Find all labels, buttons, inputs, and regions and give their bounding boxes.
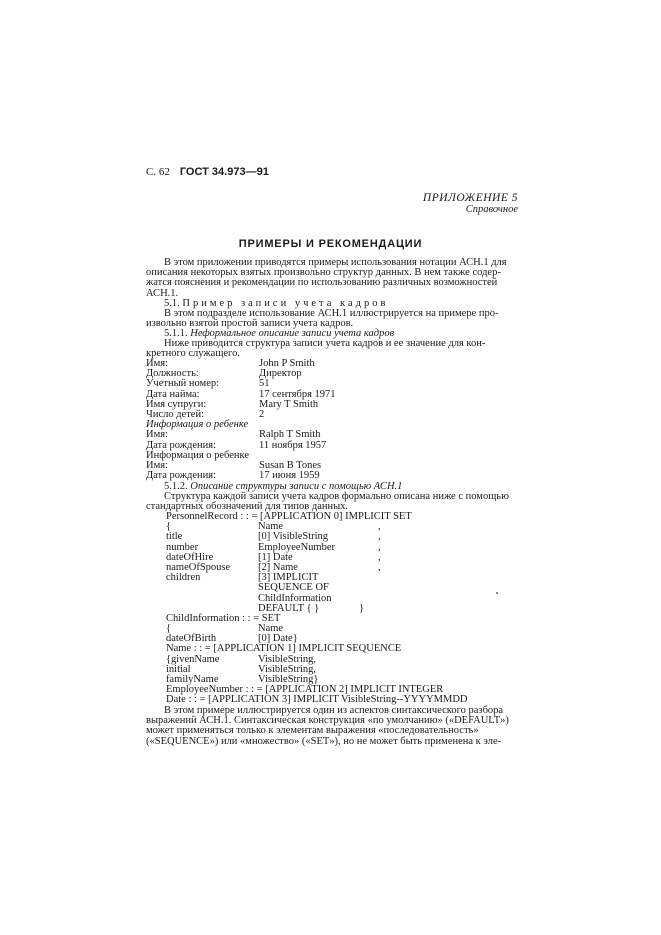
- text-line: («SEQUENCE») или «множество» («SET»), но не может быть применена к эле-: [146, 735, 502, 747]
- appendix-title: ПРИЛОЖЕНИЕ 5: [422, 192, 518, 204]
- text-line: кретного служащего.: [146, 348, 240, 360]
- text-line: В этом подразделе использование АСН.1 иллюстрируется на примере про-: [164, 308, 499, 320]
- outro-paragraph: [146, 706, 517, 747]
- text-line: извольно взятой простой записи учета кадров.: [146, 318, 354, 330]
- text-line: выражений АСН.1. Синтаксическая конструкция «по умолчанию» («DEFAULT»): [146, 715, 509, 727]
- standard-code: ГОСТ 34.973—91: [179, 166, 269, 178]
- section-5-1-2: [146, 482, 517, 513]
- text-line: Ниже приводится структура записи учета кадров и ее значение для кон-: [164, 338, 486, 350]
- page-header: [146, 166, 269, 178]
- text-line: Структура каждой записи учета кадров формально описана ниже с помощью: [164, 491, 509, 503]
- appendix-label: [423, 192, 518, 215]
- intro-paragraph: [146, 258, 517, 299]
- section-5-1: [146, 299, 517, 330]
- text-line: В этом примере иллюстрируется один из аспектов синтаксического разбора: [164, 705, 504, 716]
- section-5-1-1: [146, 329, 517, 360]
- text-line: АСН.1.: [146, 287, 179, 299]
- text-line: описания некоторых взятых произвольно структур данных. В нем также содер-: [146, 267, 501, 279]
- scan-speck: [496, 592, 498, 594]
- text-line: жатся пояснения и рекомендации по использованию различных возможностей: [146, 277, 498, 289]
- page-number: С. 62: [146, 166, 170, 178]
- appendix-subtitle: Справочное: [465, 204, 518, 215]
- section-heading: 5.1. Пример записи учета кадров: [164, 298, 389, 309]
- text-line: стандартных обозначений для типов данных.: [146, 501, 349, 513]
- document-title: ПРИМЕРЫ И РЕКОМЕНДАЦИИ: [238, 238, 423, 250]
- section-heading: 5.1.2. Описание структуры записи с помощью АСН.1: [164, 481, 403, 492]
- text-line: В этом приложении приводятся примеры использования нотации АСН.1 для: [164, 257, 507, 268]
- text-line: может применяться только к элементам выражения «последовательность»: [146, 725, 479, 737]
- section-heading: 5.1.1. Неформальное описание записи учета кадров: [164, 328, 395, 339]
